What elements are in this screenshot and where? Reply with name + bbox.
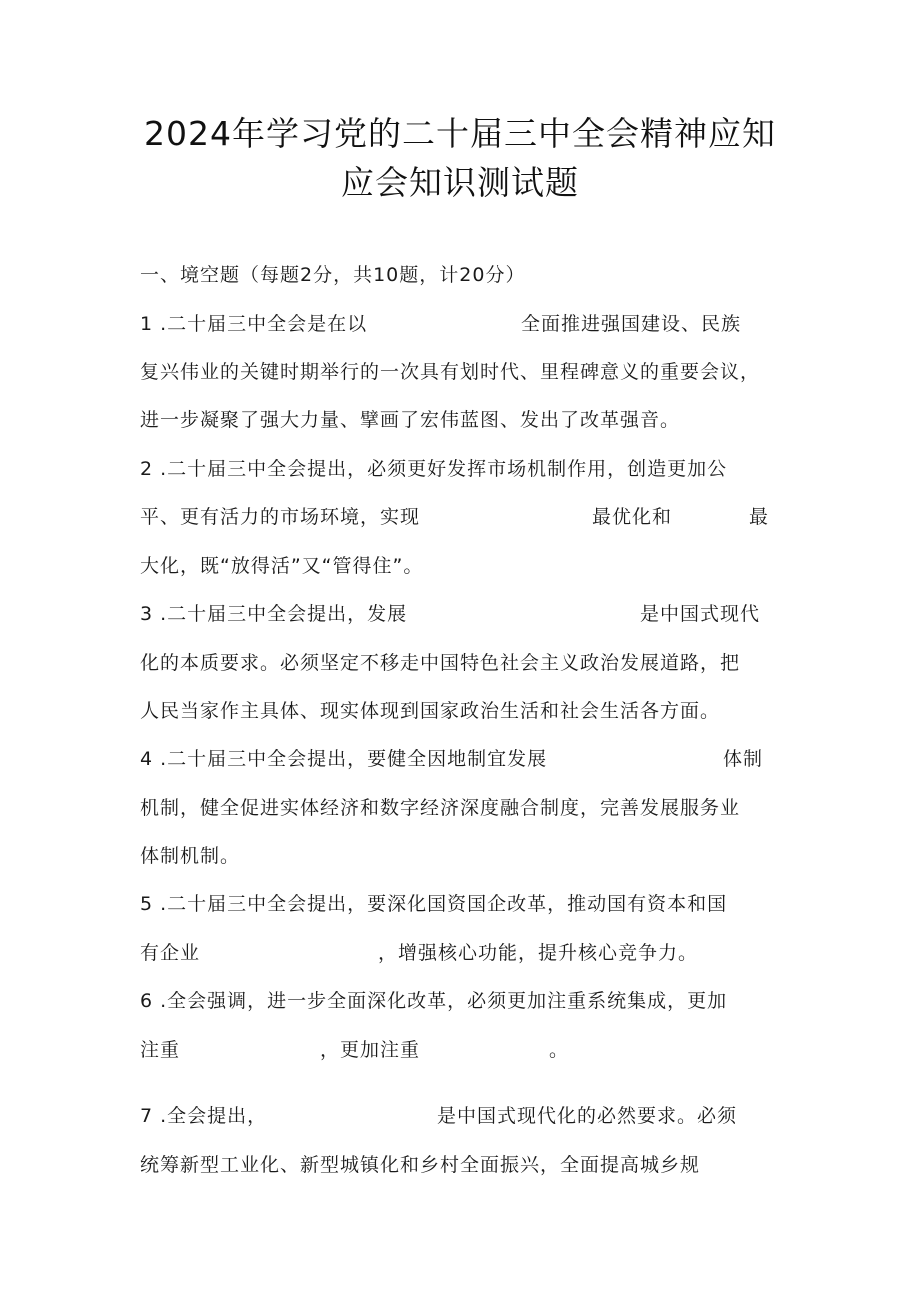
q7-text-a: 7 .全会提出， bbox=[140, 1105, 268, 1127]
section-heading: 一、境空题（每题2分，共10题，计20分） bbox=[140, 264, 526, 286]
q5-text-a: 有企业 bbox=[140, 942, 201, 964]
q6-line-1: 6 .全会强调，进一步全面深化改革，必须更加注重系统集成，更加 bbox=[140, 990, 728, 1012]
q1-text-a: 1 .二十届三中全会是在以 bbox=[140, 313, 368, 335]
q2-line-3: 大化，既“放得活”又“管得住”。 bbox=[140, 555, 424, 577]
q1-line-3: 进一步凝聚了强大力量、擘画了宏伟蓝图、发出了改革强音。 bbox=[140, 409, 681, 431]
q2-text-b: 最优化和 bbox=[592, 506, 673, 528]
q2-line-1: 2 .二十届三中全会提出，必须更好发挥市场机制作用，创造更加公 bbox=[140, 458, 728, 480]
q7-line-2: 统筹新型工业化、新型城镇化和乡村全面振兴，全面提高城乡规 bbox=[140, 1154, 701, 1176]
q4-line-3: 体制机制。 bbox=[140, 845, 241, 867]
title-line-1: 2024年学习党的二十届三中全会精神应知 bbox=[144, 114, 776, 153]
q2-text-a: 平、更有活力的市场环境，实现 bbox=[140, 506, 421, 528]
q6-text-c: 。 bbox=[549, 1039, 570, 1061]
q3-line-3: 人民当家作主具体、现实体现到国家政治生活和社会生活各方面。 bbox=[140, 700, 721, 722]
q1-text-b: 全面推进强国建设、民族 bbox=[521, 313, 742, 335]
q4-text-a: 4 .二十届三中全会提出，要健全因地制宜发展 bbox=[140, 748, 548, 770]
q6-text-a: 注重 bbox=[140, 1039, 181, 1061]
q3-text-a: 3 .二十届三中全会提出，发展 bbox=[140, 603, 408, 625]
q4-text-b: 体制 bbox=[723, 748, 764, 770]
q1-line-2: 复兴伟业的关键时期举行的一次具有划时代、里程碑意义的重要会议， bbox=[140, 361, 761, 383]
q5-line-1: 5 .二十届三中全会提出，要深化国资国企改革，推动国有资本和国 bbox=[140, 893, 728, 915]
title-line-2: 应会知识测试题 bbox=[341, 163, 579, 202]
q5-text-b: ，增强核心功能，提升核心竞争力。 bbox=[378, 942, 699, 964]
q7-text-b: 是中国式现代化的必然要求。必须 bbox=[437, 1105, 738, 1127]
q6-text-b: ，更加注重 bbox=[320, 1039, 421, 1061]
q4-line-2: 机制，健全促进实体经济和数字经济深度融合制度，完善发展服务业 bbox=[140, 797, 741, 819]
q3-text-b: 是中国式现代 bbox=[640, 603, 761, 625]
q3-line-2: 化的本质要求。必须坚定不移走中国特色社会主义政治发展道路，把 bbox=[140, 652, 741, 674]
q2-text-c: 最 bbox=[749, 506, 770, 528]
